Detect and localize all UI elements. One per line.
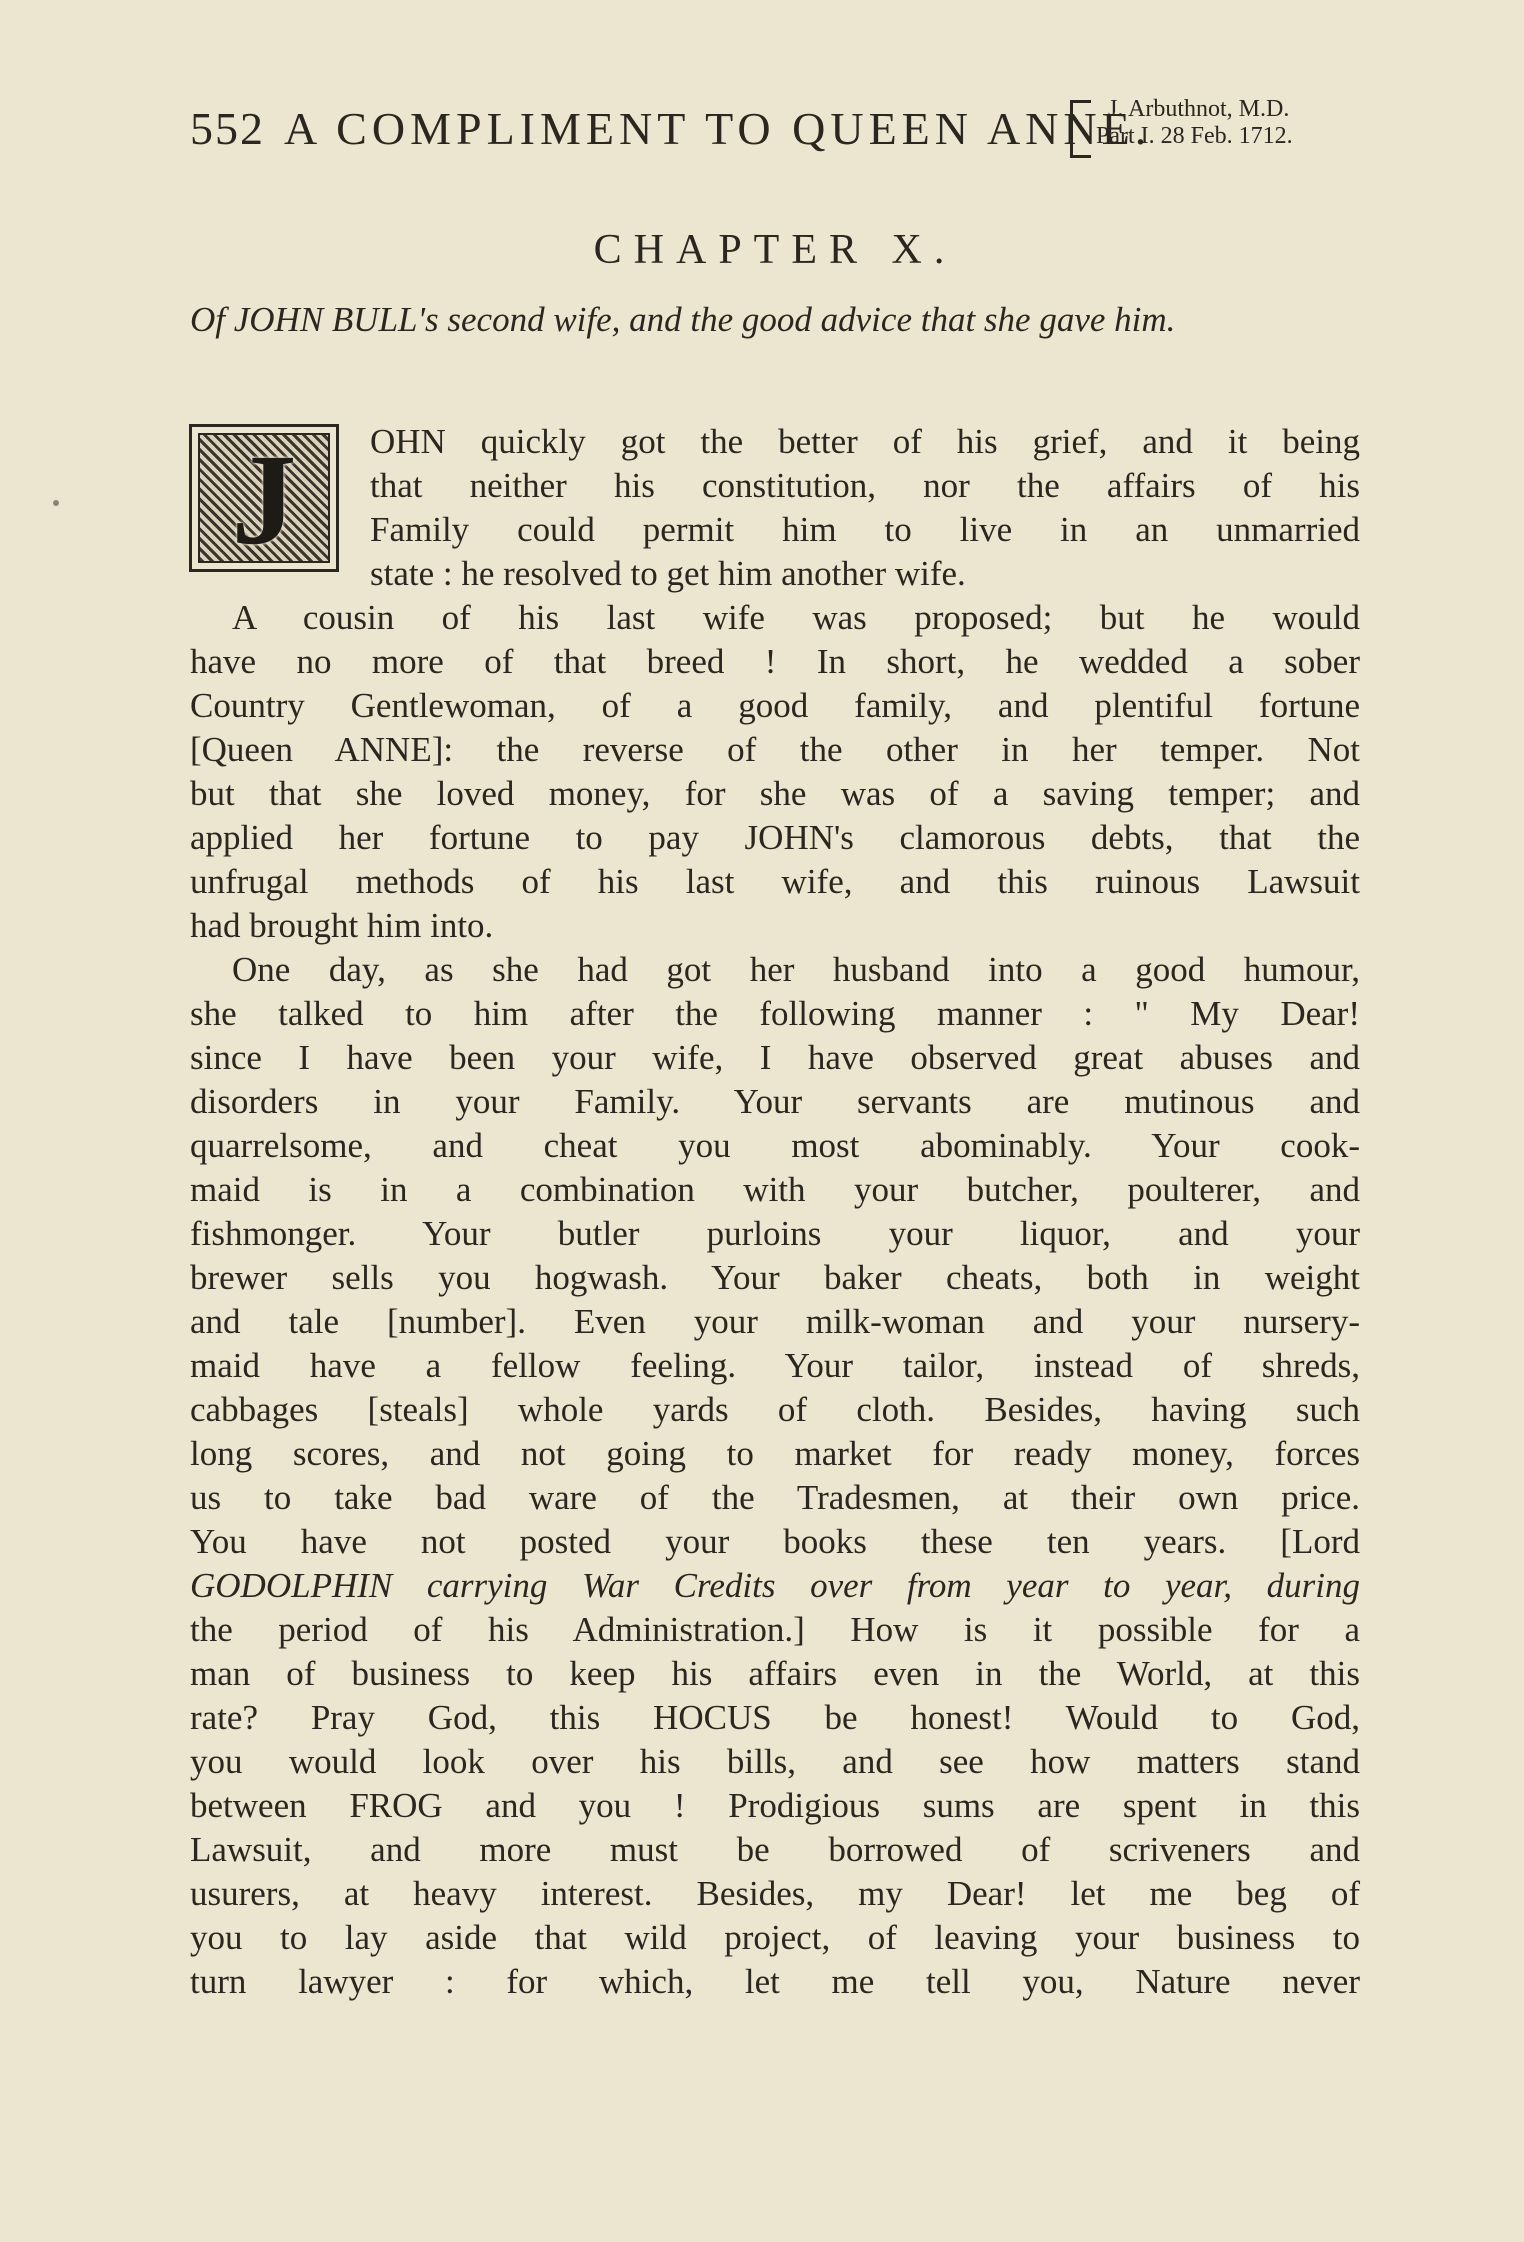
text-line: A cousin of his last wife was proposed; but he would	[232, 598, 1360, 637]
text-line: GODOLPHIN carrying War Credits over from year to year, during	[190, 1566, 1360, 1605]
text-line: disorders in your Family. Your servants are mutinous and	[190, 1082, 1360, 1121]
text-line: turn lawyer : for which, let me tell you, Nature never	[190, 1962, 1360, 2001]
text-line: Family could permit him to live in an unmarried	[370, 510, 1360, 549]
bracket-icon	[1070, 100, 1091, 158]
text-line: [Queen ANNE]: the reverse of the other in her temper. Not	[190, 730, 1360, 769]
text-line: quarrelsome, and cheat you most abominably. Your cook-	[190, 1126, 1360, 1165]
text-line: You have not posted your books these ten years. [Lord	[190, 1522, 1360, 1561]
chapter-subtitle: Of JOHN BULL's second wife, and the good advice that she gave him.	[190, 300, 1176, 339]
text-line: you to lay aside that wild project, of leaving your business to	[190, 1918, 1360, 1957]
decorative-initial	[189, 424, 339, 572]
text-line: usurers, at heavy interest. Besides, my Dear! let me beg of	[190, 1874, 1360, 1913]
text-line: state : he resolved to get him another wife.	[370, 554, 966, 593]
attribution-date: Part I. 28 Feb. 1712.	[1096, 123, 1293, 149]
text-line: maid is in a combination with your butcher, poulterer, and	[190, 1170, 1360, 1209]
text-line: since I have been your wife, I have observed great abuses and	[190, 1038, 1360, 1077]
text-line: unfrugal methods of his last wife, and this ruinous Lawsuit	[190, 862, 1360, 901]
text-line: and tale [number]. Even your milk-woman and your nursery-	[190, 1302, 1360, 1341]
text-line: maid have a fellow feeling. Your tailor, instead of shreds,	[190, 1346, 1360, 1385]
text-line: brewer sells you hogwash. Your baker cheats, both in weight	[190, 1258, 1360, 1297]
chapter-heading: CHAPTER X.	[593, 227, 957, 273]
text-line: but that she loved money, for she was of a saving temper; and	[190, 774, 1360, 813]
text-line: OHN quickly got the better of his grief, and it being	[370, 422, 1360, 461]
text-line: the period of his Administration.] How is it possible for a	[190, 1610, 1360, 1649]
text-line: us to take bad ware of the Tradesmen, at their own price.	[190, 1478, 1360, 1517]
ornament-background	[198, 428, 330, 572]
attribution	[1070, 96, 1360, 152]
text-line: between FROG and you ! Prodigious sums are spent in this	[190, 1786, 1360, 1825]
text-line: that neither his constitution, nor the affairs of his	[370, 466, 1360, 505]
decorative-initial-letter: J	[231, 428, 297, 572]
text-line: Lawsuit, and more must be borrowed of scriveners and	[190, 1830, 1360, 1869]
text-line: had brought him into.	[190, 906, 494, 945]
text-line: man of business to keep his affairs even in the World, at this	[190, 1654, 1360, 1693]
margin-dot	[53, 500, 59, 506]
text-line: have no more of that breed ! In short, he wedded a sober	[190, 642, 1360, 681]
text-line: long scores, and not going to market for ready money, forces	[190, 1434, 1360, 1473]
text-line: Country Gentlewoman, of a good family, and plentiful fortune	[190, 686, 1360, 725]
text-line: fishmonger. Your butler purloins your liquor, and your	[190, 1214, 1360, 1253]
attribution-author: J. Arbuthnot, M.D.	[1108, 96, 1290, 122]
page-number: 552	[190, 103, 265, 154]
running-head	[190, 96, 1360, 166]
text-line: applied her fortune to pay JOHN's clamorous debts, that the	[190, 818, 1360, 857]
text-line: One day, as she had got her husband into a good humour,	[232, 950, 1360, 989]
text-line: cabbages [steals] whole yards of cloth. Besides, having such	[190, 1390, 1360, 1429]
text-line: rate? Pray God, this HOCUS be honest! Would to God,	[190, 1698, 1360, 1737]
text-line: she talked to him after the following manner : " My Dear!	[190, 994, 1360, 1033]
running-title: A COMPLIMENT TO QUEEN ANNE.	[284, 103, 1152, 154]
text-line: you would look over his bills, and see how matters stand	[190, 1742, 1360, 1781]
